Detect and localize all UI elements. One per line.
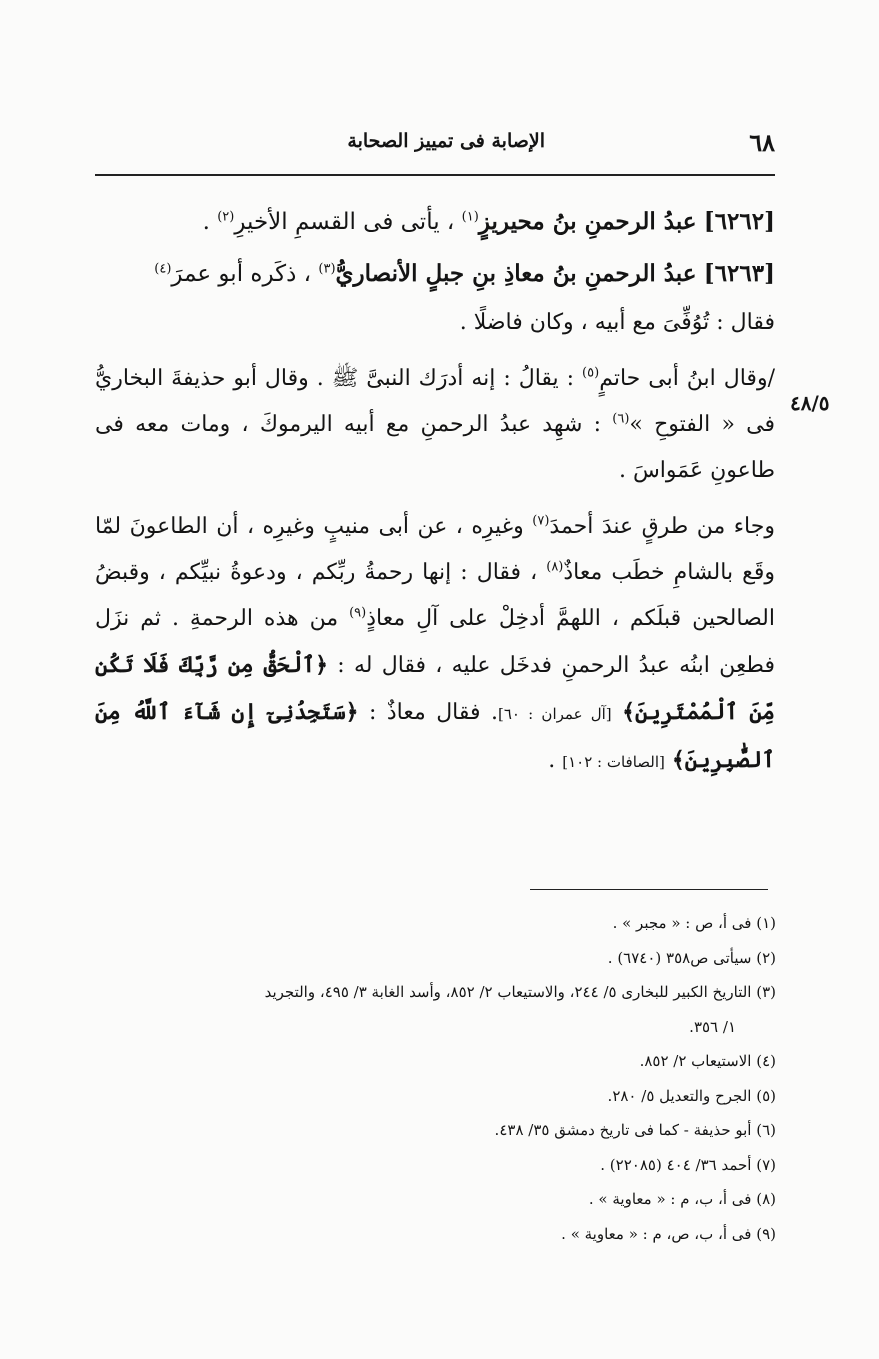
text-segment: وجاء من طرقٍ عندَ أحمدَ [549,514,775,539]
footnote: (١) فى أ، ص : « مجبر » . [612,914,776,932]
footnote: (٩) فى أ، ب، ص، م : « معاوية » . [561,1224,776,1243]
text-segment: ، فقال : إنها رحمةُ ربِّكم ، ودعوةُ نبيِّكم ، وقبضُ الصالحين قبلَكم ، اللهمَّ أدخِلْ على آلِ معاذٍ [95,560,775,631]
text-segment: من هذه الرحمةِ . ثم نزَل فطعِن ابنُه عبدُ الرحمنِ فدخَل عليه ، فقال له : [95,606,775,678]
footnote-separator [530,889,768,890]
entry-number: [٦٢٦٣] [703,260,775,287]
running-title: الإصابة فى تمييز الصحابة [347,130,545,152]
footnote: (٣) التاريخ الكبير للبخارى ٥/ ٢٤٤، والاستيعاب ٢/ ٨٥٢، وأسد الغابة ٣/ ٤٩٥، والتجريد [264,983,776,1001]
header-rule [95,174,775,176]
text-segment: /وقال ابنُ أبى حاتمٍ [599,366,775,391]
footnote: (٧) أحمد ٣٦/ ٤٠٤ (٢٢٠٨٥) . [600,1155,776,1174]
entry-text: ، يأتى فى القسمِ الأخيرِ [234,209,455,235]
main-text [95,196,775,785]
page-header [95,128,775,162]
page-number: ٦٨ [749,128,775,157]
entry-name: عبدُ الرحمنِ بنُ محيريزٍ [478,208,697,235]
footnote: (٨) فى أ، ب، م : « معاوية » . [588,1190,776,1208]
footnote-ref: (٦) [612,411,630,427]
footnote-ref: (٢) [217,209,235,225]
paragraph-3 [95,504,775,785]
footnote: (٥) الجرح والتعديل ٥/ ٢٨٠. [607,1086,776,1105]
entry-name: عبدُ الرحمنِ بنُ معاذِ بنِ جبلٍ الأنصاريُّ [335,260,697,287]
entry-text: ، ذكَره أبو عمرَ [171,261,312,287]
footnote: (٤) الاستيعاب ٢/ ٨٥٢. [639,1052,776,1070]
text-segment: : شهِد عبدُ الرحمنِ مع أبيه اليرموكَ ، ومات معه فى طاعونِ عَمَواسَ . [95,412,775,483]
text-segment: . فقال معاذٌ : [369,700,498,725]
paragraph-1: فقال : تُوُفِّىَ مع أبيه ، وكان فاضلًا . [459,310,775,335]
entry-end: . [202,209,210,235]
footnote-ref: (٥) [582,365,600,381]
footnote-ref: (١) [461,209,479,225]
text-segment: وغيرِه ، عن أبى منيبٍ وغيرِه ، أن الطاعونَ لمّا وقَع بالشامِ خطَب معاذٌ [95,514,775,585]
quran-verse: ﴿سَتَجِدُنِىٓ إِن شَآءَ ٱللَّهُ مِنَ ٱلصَّٰبِرِينَ﴾ [95,699,775,773]
quran-verse: ﴿ٱلْحَقُّ مِن رَّبِّكَ فَلَا تَكُن مِّنَ ٱلْمُمْتَرِينَ﴾ [95,652,776,725]
footnote: (٢) سيأتى ص٣٥٨ (٦٧٤٠) . [607,948,776,967]
footnote-ref: (٧) [532,513,550,529]
entry-6262 [95,196,775,248]
entry-number: [٦٢٦٢] [703,208,775,235]
footnote: (٦) أبو حذيفة - كما فى تاريخ دمشق ٣٥/ ٤٣٨. [494,1121,776,1139]
footnote-ref: (٨) [546,559,564,575]
footnote-ref: (٣) [318,261,336,277]
entry-6263 [95,248,775,300]
footnote-ref: (٤) [154,261,172,277]
quran-citation: [آل عمران : ٦٠] [497,705,612,723]
footnotes [88,906,776,1251]
footnote-ref: (٩) [349,605,367,621]
text-segment: . [548,748,556,773]
quran-citation: [الصافات : ١٠٢] [562,753,665,771]
paragraph-2 [95,356,775,494]
margin-volume-page-note: ٤٨/٥ [790,391,830,415]
text-segment: : يقالُ : إنه أدرَك النبىَّ ﷺ . وقال أبو حذيفةَ البخاريُّ فى « الفتوحِ » [95,366,775,437]
footnote-continuation: ١/ ٣٥٦. [689,1017,736,1036]
